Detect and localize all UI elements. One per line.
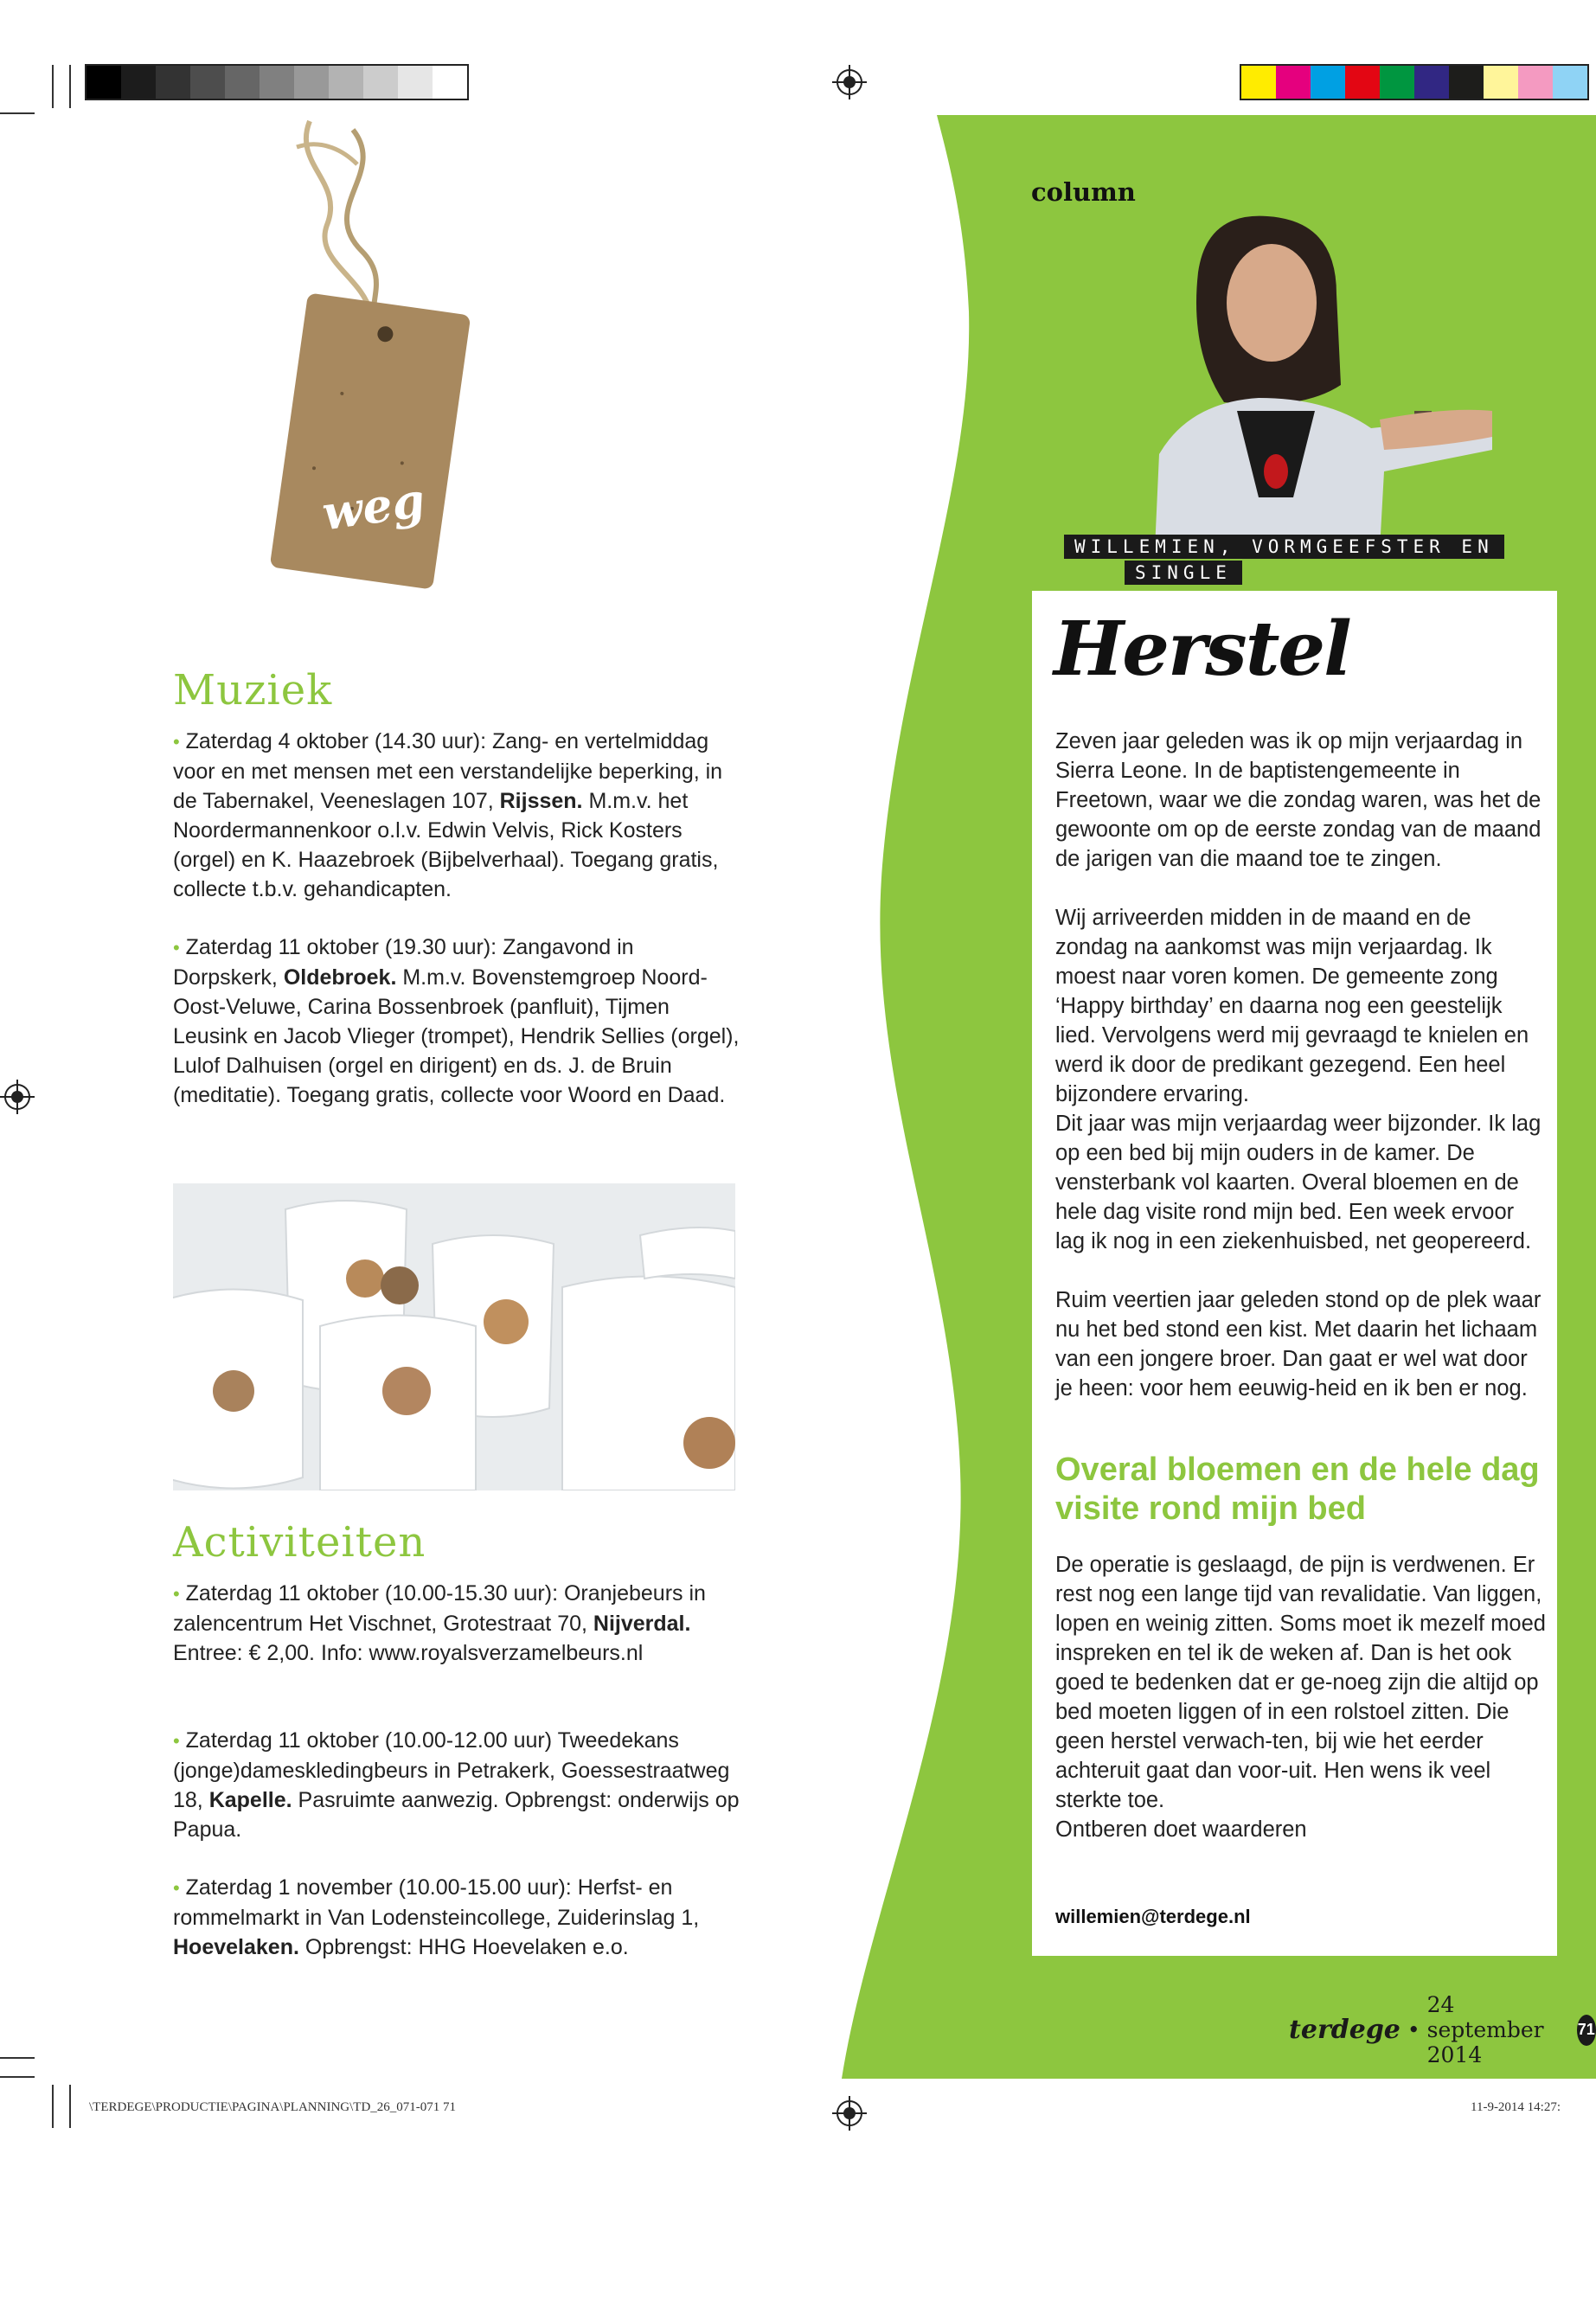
page-footer xyxy=(1289,1992,1596,2067)
column-paragraph: Zeven jaar geleden was ik op mijn verjaardag in Sierra Leone. In de baptistengemeente in Freetown, waar we die zondag waren, was het de gewoonte om op de eerste zondag van de maand de jarigen van die maand toe te zingen. xyxy=(1055,729,1542,871)
column-paragraph: De operatie is geslaagd, de pijn is verdwenen. Er rest nog een lange tijd van revalidatie. Van liggen, lopen en weinig zitten. Soms moet ik mezelf moed inspreken en tel ik de weken af. Dan is het ook goed te bedenken dat er ge-noeg zijn die altijd op bed moeten liggen of in een rolstoel zitten. Die geen herstel verwach-ten, bij wie het eerder achteruit gaat dan voor-uit. Hen wens ik veel sterkte toe. xyxy=(1055,1553,1546,1812)
byline-line-1: WILLEMIEN, VORMGEEFSTER EN xyxy=(1064,535,1504,559)
crop-mark xyxy=(69,65,71,108)
event-item: • Zaterdag 11 oktober (10.00-15.30 uur): Oranjebeurs in zalencentrum Het Vischnet, Grotestraat 70, Nijverdal. Entree: € 2,00. Info: www.royalsverzamelbeurs.nl xyxy=(173,1581,706,1665)
event-item: • Zaterdag 4 oktober (14.30 uur): Zang- en vertelmiddag voor en met mensen met een verstandelijke beperking, in de Tabernakel, Veeneslagen 107, Rijssen. M.m.v. het Noordermannenkoor o.l.v. Edwin Velvis, Rick Kosters (orgel) en K. Haazebroek (Bijbelverhaal). Toegang gratis, collecte t.b.v. gehandicapten. xyxy=(173,729,723,901)
tag-word: weg xyxy=(318,471,428,542)
page-number: 71 xyxy=(1577,2015,1596,2046)
column-label: column xyxy=(1031,177,1136,207)
crop-mark xyxy=(0,2076,35,2078)
bullet-icon: • xyxy=(173,1877,180,1899)
event-item: • Zaterdag 1 november (10.00-15.00 uur): Herfst- en rommelmarkt in Van Lodensteincollege, Zuiderinslag 1, Hoevelaken. Opbrengst: HHG Hoevelaken e.o. xyxy=(173,1875,700,1959)
bullet-icon: • xyxy=(173,1583,180,1605)
bullet-icon: • xyxy=(173,1730,180,1752)
cmyk-color-bar xyxy=(1240,64,1589,100)
event-item: • Zaterdag 11 oktober (19.30 uur): Zangavond in Dorpskerk, Oldebroek. M.m.v. Bovenstemgroep Noord-Oost-Veluwe, Carina Bossenbroek (panfluit), Tijmen Leusink en Jacob Vlieger (trompet), Hendrik Sellies (orgel), Lulof Dalhuisen (orgel en dirigent) en ds. J. de Bruin (meditatie). Toegang gratis, collecte voor Woord en Daad. xyxy=(173,935,740,1107)
registration-mark-icon xyxy=(832,65,867,99)
magazine-brand: terdege xyxy=(1289,2015,1401,2045)
author-email-link[interactable]: willemien@terdege.nl xyxy=(1055,1906,1251,1927)
footer-separator: • xyxy=(1407,2017,1420,2042)
file-path-slug: \TERDEGE\PRODUCTIE\PAGINA\PLANNING\TD_26_071-071 71 xyxy=(89,2100,457,2114)
print-timestamp: 11-9-2014 14:27: xyxy=(1471,2100,1561,2114)
column-paragraph: Ruim veertien jaar geleden stond op de plek waar nu het bed stond een kist. Met daarin het lichaam van een jongere broer. Dan gaat er wel wat door je heen: voor hem eeuwig-heid en ik ben er nog. xyxy=(1055,1288,1542,1400)
crop-mark xyxy=(52,2085,54,2128)
crop-mark xyxy=(52,65,54,108)
gift-tag-illustration xyxy=(240,112,500,614)
event-item: • Zaterdag 11 oktober (10.00-12.00 uur) Tweedekans (jonge)dameskledingbeurs in Petrakerk, Goessestraatweg 18, Kapelle. Pasruimte aanwezig. Opbrengst: onderwijs op Papua. xyxy=(173,1728,740,1842)
crop-mark xyxy=(0,112,35,114)
column-paragraph: Ontberen doet waarderen xyxy=(1055,1817,1307,1842)
column-paragraph: Dit jaar was mijn verjaardag weer bijzonder. Ik lag op een bed bij mijn ouders in de kamer. De vensterbank vol kaarten. Overal bloemen en de hele dag visite rond mijn bed. Een week ervoor lag ik nog in een ziekenhuisbed, net geopereerd. xyxy=(1055,1112,1542,1253)
author-portrait xyxy=(1086,212,1501,549)
crop-mark xyxy=(0,2057,35,2059)
bullet-icon: • xyxy=(173,937,180,958)
greyscale-color-bar xyxy=(85,64,469,100)
pull-quote: Overal bloemen en de hele dag visite rond mijn bed xyxy=(1055,1452,1540,1527)
column-headline: Herstel xyxy=(1054,606,1350,693)
section-title-muziek: Muziek xyxy=(173,666,333,715)
issue-date: 24 september 2014 xyxy=(1426,1992,1544,2067)
royal-mugs-photo xyxy=(173,1183,735,1490)
section-title-activiteiten: Activiteiten xyxy=(173,1518,426,1567)
crop-mark xyxy=(69,2085,71,2128)
byline-line-2: SINGLE xyxy=(1125,561,1242,585)
column-paragraph: Wij arriveerden midden in de maand en de zondag na aankomst was mijn verjaardag. Ik moest naar voren komen. De gemeente zong ‘Happy birthday’ en daarna nog een geestelijk lied. Vervolgens werd mij gevraagd te knielen en werd ik door de predikant gezegend. Een heel bijzondere ervaring. xyxy=(1055,906,1529,1106)
registration-mark-icon xyxy=(832,2096,867,2131)
registration-mark-icon xyxy=(0,1080,35,1114)
bullet-icon: • xyxy=(173,731,180,753)
